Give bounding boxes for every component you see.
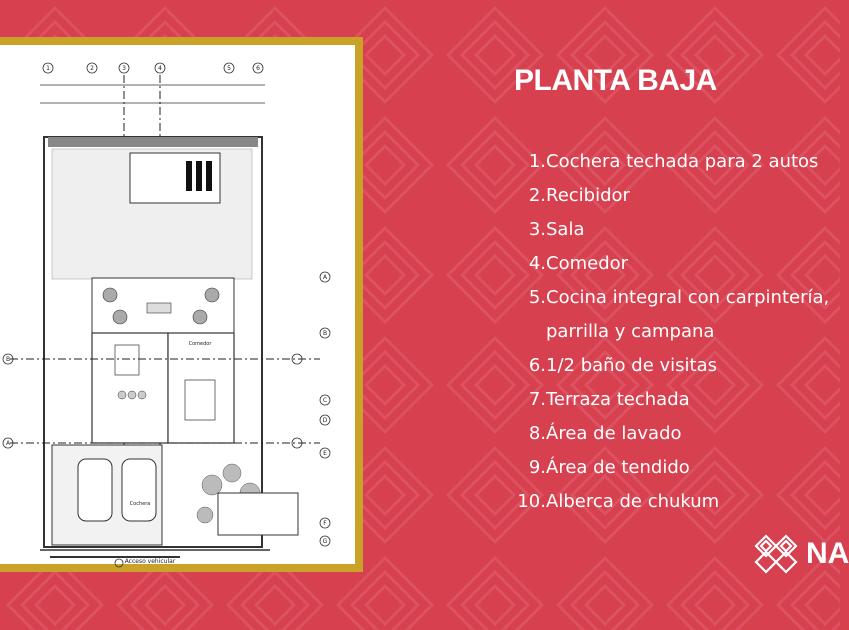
list-item: 1. Cochera techada para 2 autos bbox=[528, 151, 819, 172]
label-acceso-vehicular: Acceso vehicular bbox=[124, 558, 176, 565]
col-marker-1: 1 bbox=[46, 65, 50, 72]
col-marker-6: 6 bbox=[256, 65, 260, 72]
floor-plan-frame bbox=[0, 37, 363, 572]
list-item: 7. Terraza techada bbox=[528, 389, 690, 410]
left-marker-b: B bbox=[5, 356, 11, 363]
col-marker-5: 5 bbox=[227, 65, 231, 72]
list-item: 8. Área de lavado bbox=[528, 423, 682, 444]
list-item: 6. 1/2 baño de visitas bbox=[528, 355, 718, 376]
brand-logo bbox=[752, 532, 849, 576]
row-marker-a: A bbox=[322, 274, 328, 281]
row-marker-f: F bbox=[323, 520, 327, 527]
list-item: 2. Recibidor bbox=[528, 185, 630, 206]
list-item-continuation: parrilla y campana bbox=[546, 321, 715, 342]
col-marker-4: 4 bbox=[158, 65, 162, 72]
label-comedor: Comedor bbox=[188, 341, 212, 347]
list-item: 9. Área de tendido bbox=[528, 457, 690, 478]
brand-wordmark: NA bbox=[806, 537, 849, 570]
left-marker-a: A bbox=[5, 440, 11, 447]
row-marker-e: E bbox=[323, 450, 327, 457]
list-item: 3. Sala bbox=[528, 219, 585, 240]
col-marker-3: 3 bbox=[122, 65, 126, 72]
list-item: 5. Cocina integral con carpintería, bbox=[528, 287, 830, 308]
list-item: 10. Alberca de chukum bbox=[517, 491, 720, 512]
row-marker-c: C bbox=[322, 397, 328, 404]
row-marker-b: B bbox=[322, 330, 328, 337]
slide-title: PLANTA BAJA bbox=[514, 64, 717, 97]
col-marker-2: 2 bbox=[90, 65, 94, 72]
diamond-pattern-icon bbox=[752, 532, 802, 576]
list-item: 4. Comedor bbox=[528, 253, 629, 274]
row-marker-g: G bbox=[322, 538, 328, 545]
label-cochera: Cochera bbox=[129, 501, 151, 507]
row-marker-d: D bbox=[322, 417, 328, 424]
floor-plan bbox=[0, 45, 355, 564]
features-list bbox=[510, 148, 829, 522]
